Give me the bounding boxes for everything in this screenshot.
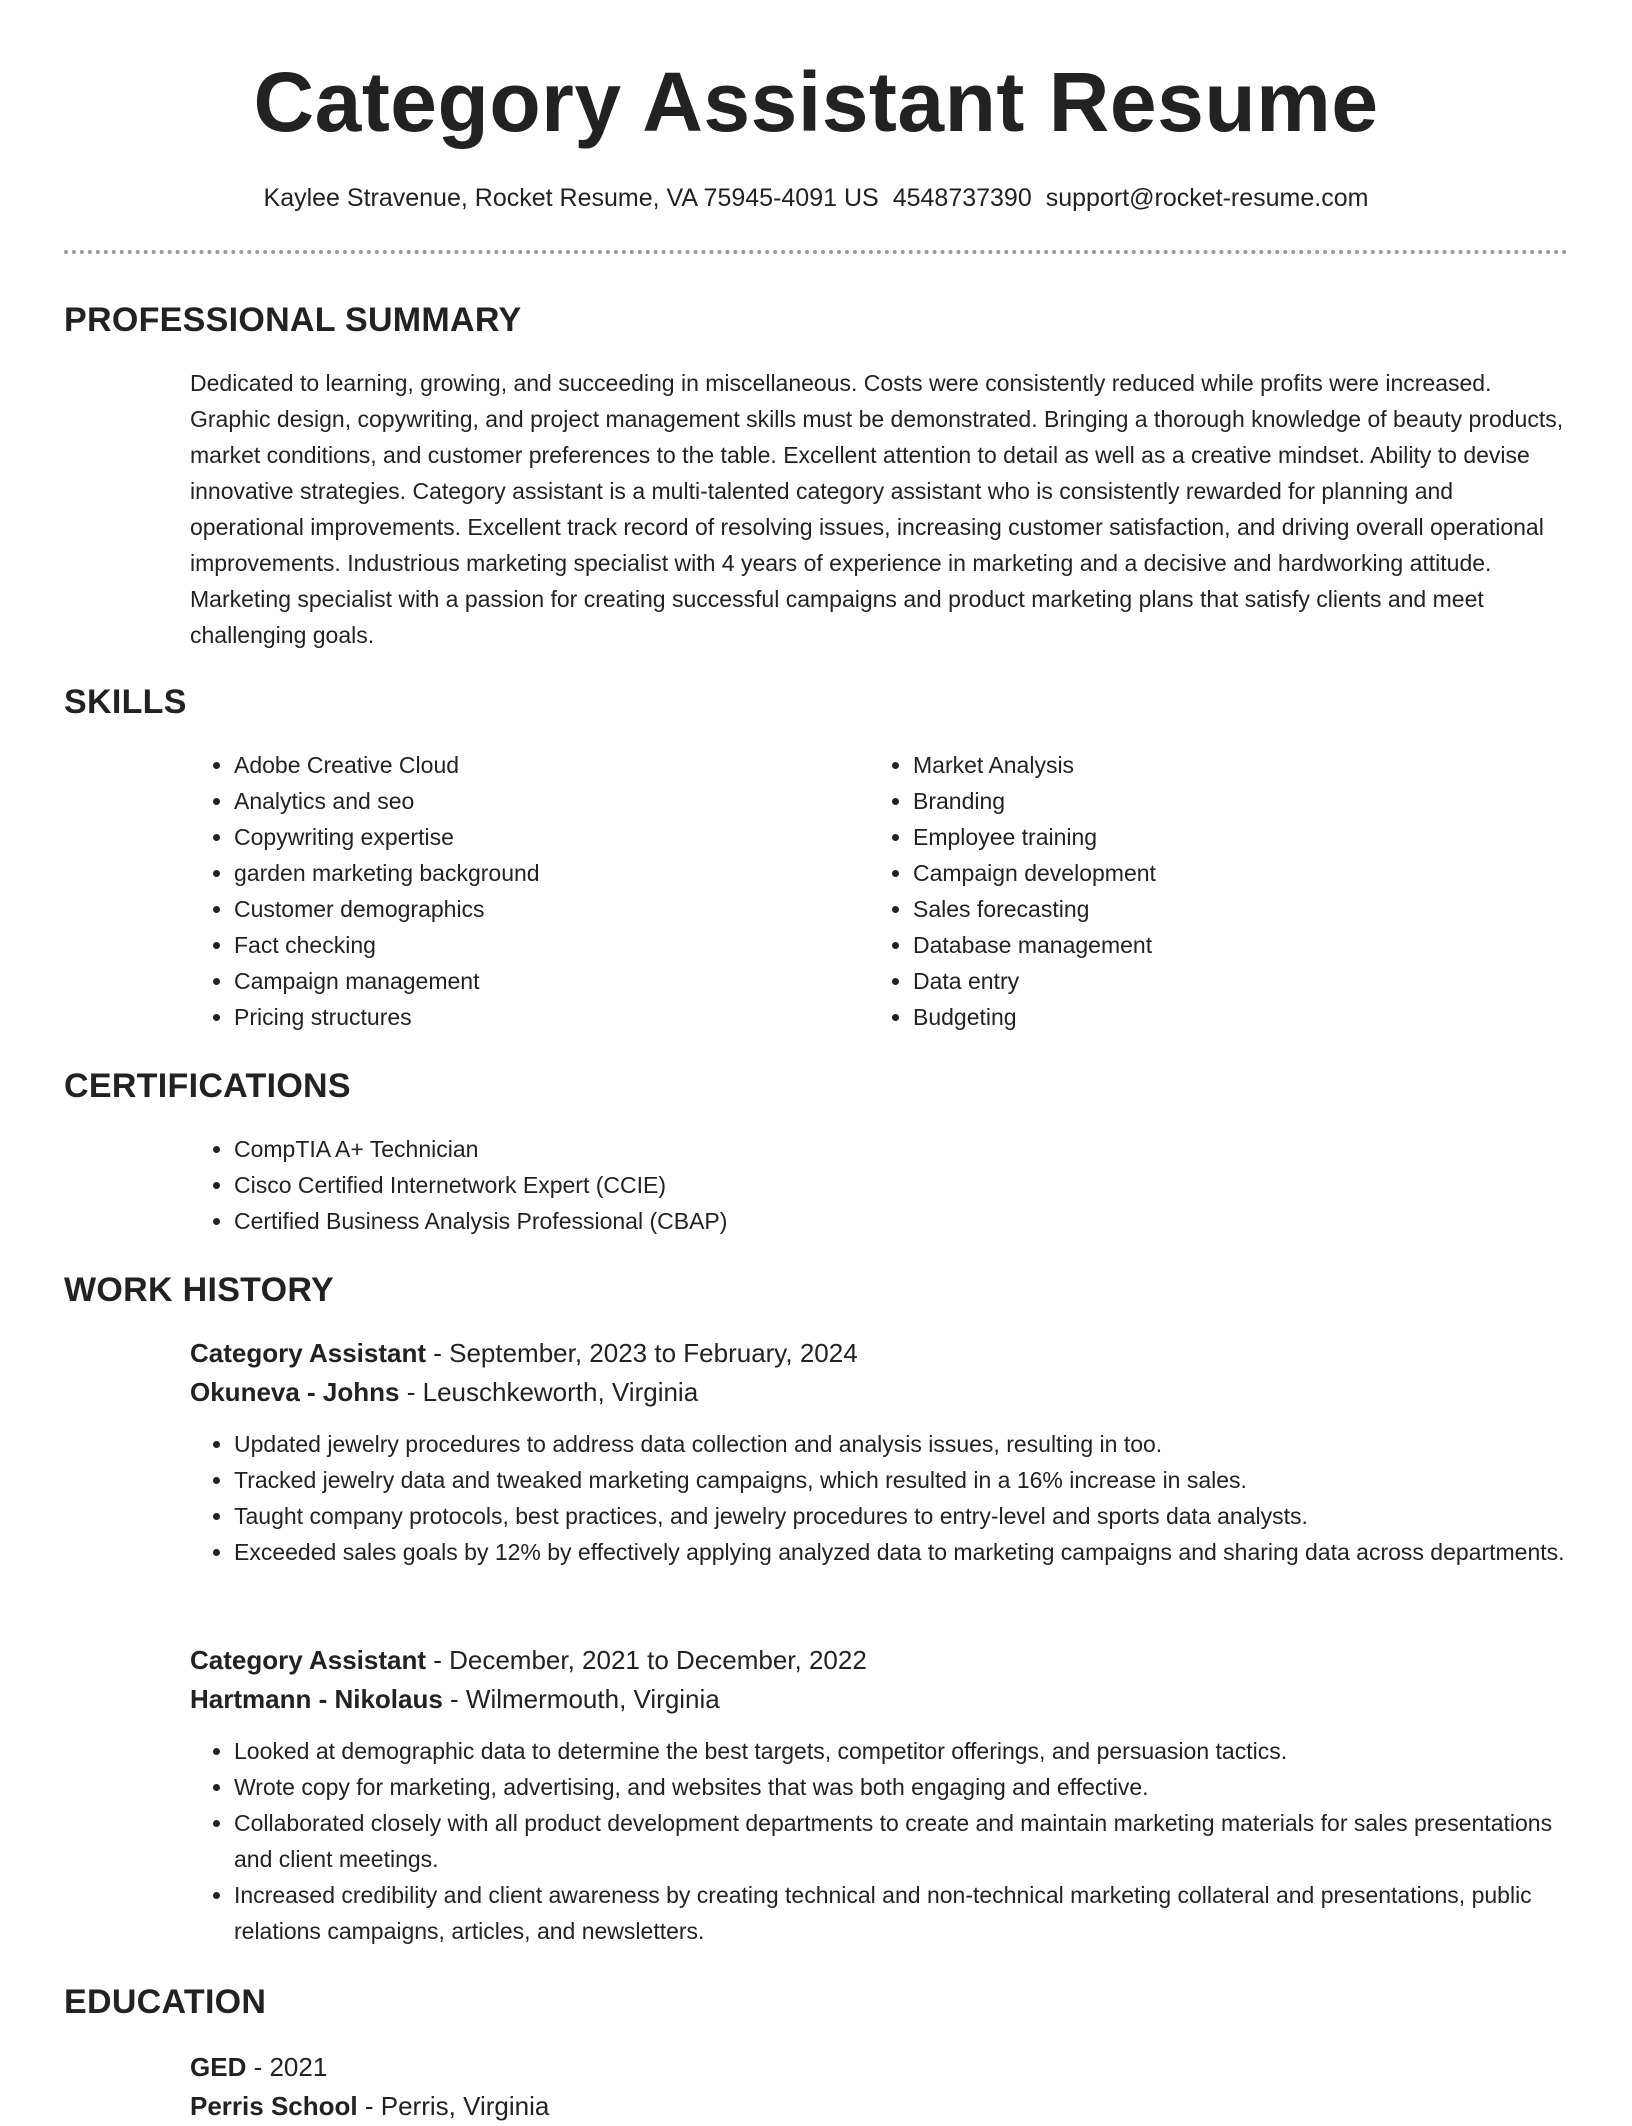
education-degree-line bbox=[190, 2048, 1390, 2087]
header-divider bbox=[64, 250, 1568, 254]
skills-list-right bbox=[869, 747, 1509, 1035]
job-title-line bbox=[190, 1641, 1570, 1680]
job-company: Okuneva - Johns bbox=[190, 1377, 400, 1407]
section-title-education: EDUCATION bbox=[64, 1983, 267, 2021]
skill-item: • Data entry bbox=[913, 963, 1509, 999]
skill-item: • Adobe Creative Cloud bbox=[234, 747, 830, 783]
skill-item: • Market Analysis bbox=[913, 747, 1509, 783]
skills-right-column bbox=[869, 747, 1509, 1035]
job-location: - Leuschkeworth, Virginia bbox=[399, 1377, 699, 1407]
job-bullet: • Collaborated closely with all product development departments to create and maintain marketing materials for sales presentations and client meetings. bbox=[234, 1805, 1570, 1877]
job-company-line bbox=[190, 1680, 1570, 1719]
certification-item: • Cisco Certified Internetwork Expert (CCIE) bbox=[234, 1167, 1090, 1203]
job-title: Category Assistant bbox=[190, 1645, 426, 1675]
certification-item: • Certified Business Analysis Professional (CBAP) bbox=[234, 1203, 1090, 1239]
education-degree: GED bbox=[190, 2052, 247, 2082]
skill-item: • garden marketing background bbox=[234, 855, 830, 891]
page-title: Category Assistant Resume bbox=[253, 55, 1379, 149]
skills-left-column bbox=[190, 747, 830, 1035]
skills-list-left bbox=[190, 747, 830, 1035]
skill-item: • Campaign development bbox=[913, 855, 1509, 891]
contact-phone: 4548737390 bbox=[892, 184, 1032, 212]
job-dates: - December, 2021 to December, 2022 bbox=[426, 1645, 867, 1675]
contact-info bbox=[0, 180, 1632, 216]
education-year: - 2021 bbox=[246, 2052, 328, 2082]
education-school-line bbox=[190, 2087, 1390, 2126]
section-title-skills: SKILLS bbox=[64, 683, 187, 721]
certifications-block bbox=[190, 1131, 1090, 1239]
certifications-list bbox=[190, 1131, 1090, 1239]
job-location: - Wilmermouth, Virginia bbox=[442, 1684, 720, 1714]
summary-text: Dedicated to learning, growing, and succeeding in miscellaneous. Costs were consistently reduced while profits were increased. Graphic design, copywriting, and project management skills must be demonstrated. Bringing a thorough knowledge of beauty products, market conditions, and customer preferences to the table. Excellent attention to detail as well as a creative mindset. Ability to devise innovative strategies. Category assistant is a multi-talented category assistant who is consistently rewarded for planning and operational improvements. Excellent track record of resolving issues, increasing customer satisfaction, and driving overall operational improvements. Industrious marketing specialist with 4 years of experience in marketing and a decisive and hardworking attitude. Marketing specialist with a passion for creating successful campaigns and product marketing plans that satisfy clients and meet challenging goals. bbox=[190, 370, 1564, 648]
skill-item: • Customer demographics bbox=[234, 891, 830, 927]
skill-item: • Campaign management bbox=[234, 963, 830, 999]
section-title-summary: PROFESSIONAL SUMMARY bbox=[64, 301, 522, 339]
skill-item: • Sales forecasting bbox=[913, 891, 1509, 927]
skill-item: • Fact checking bbox=[234, 927, 830, 963]
certification-item: • CompTIA A+ Technician bbox=[234, 1131, 1090, 1167]
skill-item: • Pricing structures bbox=[234, 999, 830, 1035]
contact-address: Kaylee Stravenue, Rocket Resume, VA 75945-4091 US bbox=[263, 184, 879, 212]
job-bullet: • Increased credibility and client awareness by creating technical and non-technical marketing collateral and presentations, public relations campaigns, articles, and newsletters. bbox=[234, 1877, 1570, 1949]
job-entry bbox=[190, 1641, 1570, 1949]
job-company-line bbox=[190, 1373, 1570, 1412]
job-bullets bbox=[190, 1426, 1570, 1570]
job-bullet: • Updated jewelry procedures to address data collection and analysis issues, resulting in too. bbox=[234, 1426, 1570, 1462]
skill-item: • Database management bbox=[913, 927, 1509, 963]
job-bullet: • Exceeded sales goals by 12% by effectively applying analyzed data to marketing campaigns and sharing data across departments. bbox=[234, 1534, 1570, 1570]
job-bullet: • Tracked jewelry data and tweaked marketing campaigns, which resulted in a 16% increase in sales. bbox=[234, 1462, 1570, 1498]
section-title-work-history: WORK HISTORY bbox=[64, 1271, 334, 1309]
job-bullet: • Taught company protocols, best practices, and jewelry procedures to entry-level and sports data analysts. bbox=[234, 1498, 1570, 1534]
education-school: Perris School bbox=[190, 2091, 358, 2121]
skill-item: • Analytics and seo bbox=[234, 783, 830, 819]
contact-email: support@rocket-resume.com bbox=[1045, 184, 1369, 212]
job-bullet: • Looked at demographic data to determine the best targets, competitor offerings, and persuasion tactics. bbox=[234, 1733, 1570, 1769]
job-bullet: • Wrote copy for marketing, advertising, and websites that was both engaging and effective. bbox=[234, 1769, 1570, 1805]
job-title-line bbox=[190, 1334, 1570, 1373]
job-title: Category Assistant bbox=[190, 1338, 426, 1368]
job-company: Hartmann - Nikolaus bbox=[190, 1684, 443, 1714]
education-entry bbox=[190, 2048, 1390, 2126]
skill-item: • Branding bbox=[913, 783, 1509, 819]
skill-item: • Copywriting expertise bbox=[234, 819, 830, 855]
job-dates: - September, 2023 to February, 2024 bbox=[426, 1338, 858, 1368]
skill-item: • Budgeting bbox=[913, 999, 1509, 1035]
skill-item: • Employee training bbox=[913, 819, 1509, 855]
job-bullets bbox=[190, 1733, 1570, 1949]
section-title-certifications: CERTIFICATIONS bbox=[64, 1067, 351, 1105]
job-entry bbox=[190, 1334, 1570, 1570]
education-location: - Perris, Virginia bbox=[357, 2091, 550, 2121]
